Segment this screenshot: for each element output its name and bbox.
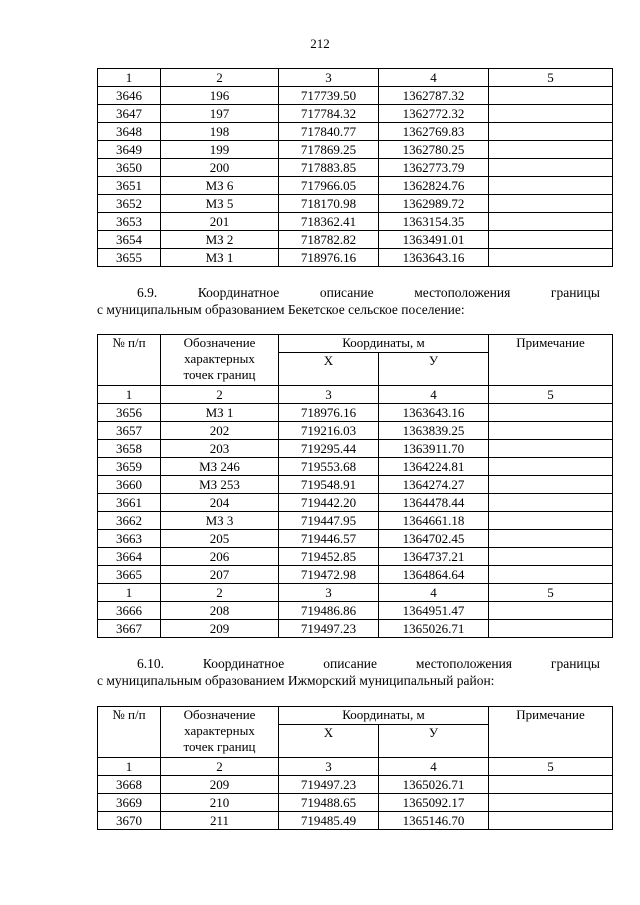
table-cell: 1365092.17 xyxy=(379,794,489,812)
header-designation-line: Обозначение xyxy=(183,707,256,722)
table-cell: 3659 xyxy=(98,458,161,476)
table-cell: 3665 xyxy=(98,566,161,584)
header-designation xyxy=(161,335,279,386)
table-cell: 3670 xyxy=(98,812,161,830)
table-cell: 717883.85 xyxy=(279,159,379,177)
column-number-cell: 5 xyxy=(489,386,613,404)
table-cell: 1363491.01 xyxy=(379,231,489,249)
table-cell: 1364661.18 xyxy=(379,512,489,530)
table-cell: 3662 xyxy=(98,512,161,530)
table-cell: 3661 xyxy=(98,494,161,512)
table-cell: 1365026.71 xyxy=(379,620,489,638)
table-cell: 1364274.27 xyxy=(379,476,489,494)
table-cell: 1364224.81 xyxy=(379,458,489,476)
table-cell: 3660 xyxy=(98,476,161,494)
table-cell: 3649 xyxy=(98,141,161,159)
table-cell: 203 xyxy=(161,440,279,458)
header-designation-line: точек границ xyxy=(183,739,256,754)
table-cell: 211 xyxy=(161,812,279,830)
table-cell: 1364702.45 xyxy=(379,530,489,548)
table-cell: 1362769.83 xyxy=(379,123,489,141)
table-cell: 209 xyxy=(161,776,279,794)
table-cell: 3654 xyxy=(98,231,161,249)
table-cell: 198 xyxy=(161,123,279,141)
table-cell: 1363643.16 xyxy=(379,249,489,267)
table-cell: 1365146.70 xyxy=(379,812,489,830)
table-cell: 1362787.32 xyxy=(379,87,489,105)
table-cell: 3658 xyxy=(98,440,161,458)
coordinates-table-izhmorsky xyxy=(97,706,613,830)
table-cell xyxy=(489,620,613,638)
table-cell: 199 xyxy=(161,141,279,159)
coordinates-table-beketskoe xyxy=(97,334,613,638)
table-row xyxy=(98,249,613,267)
table-cell xyxy=(489,440,613,458)
table-cell: 3657 xyxy=(98,422,161,440)
table-cell: 719548.91 xyxy=(279,476,379,494)
section-6-10-heading xyxy=(97,655,600,689)
table-cell: 719446.57 xyxy=(279,530,379,548)
table-cell xyxy=(489,566,613,584)
header-y: У xyxy=(379,725,489,758)
table-cell: 3666 xyxy=(98,602,161,620)
header-y: У xyxy=(379,353,489,386)
table-cell: 207 xyxy=(161,566,279,584)
heading-line-1 xyxy=(97,284,600,301)
table-cell: 1362772.32 xyxy=(379,105,489,123)
table-cell xyxy=(489,512,613,530)
table-cell: 201 xyxy=(161,213,279,231)
header-x: Х xyxy=(279,353,379,386)
column-number-cell: 5 xyxy=(489,584,613,602)
table-cell: 718782.82 xyxy=(279,231,379,249)
table-cell: 717739.50 xyxy=(279,87,379,105)
table-cell xyxy=(489,776,613,794)
table-cell: 1363154.35 xyxy=(379,213,489,231)
table-cell: 719485.49 xyxy=(279,812,379,830)
heading-word: границы xyxy=(550,656,600,671)
header-coords: Координаты, м xyxy=(279,335,489,353)
table-cell: 3655 xyxy=(98,249,161,267)
table-cell: 210 xyxy=(161,794,279,812)
table-cell xyxy=(489,530,613,548)
table-cell: 718976.16 xyxy=(279,404,379,422)
table-cell: 718976.16 xyxy=(279,249,379,267)
table-cell: 3667 xyxy=(98,620,161,638)
page-number: 212 xyxy=(310,36,330,51)
table-row xyxy=(98,812,613,830)
header-designation-line: Обозначение xyxy=(183,335,256,350)
table-cell xyxy=(489,231,613,249)
table-cell: 209 xyxy=(161,620,279,638)
table-cell xyxy=(489,458,613,476)
table-cell: 717869.25 xyxy=(279,141,379,159)
column-number-cell: 4 xyxy=(379,758,489,776)
table-cell: 206 xyxy=(161,548,279,566)
table-cell: 719447.95 xyxy=(279,512,379,530)
table-row xyxy=(98,123,613,141)
table-row xyxy=(98,177,613,195)
table-cell xyxy=(489,494,613,512)
table-row xyxy=(98,776,613,794)
column-number-cell: 4 xyxy=(379,69,489,87)
table-cell xyxy=(489,404,613,422)
table-cell: МЗ 246 xyxy=(161,458,279,476)
table-cell: 3663 xyxy=(98,530,161,548)
heading-word: описание xyxy=(319,285,374,300)
column-number-cell: 5 xyxy=(489,758,613,776)
table-cell: 3648 xyxy=(98,123,161,141)
table-cell: 719472.98 xyxy=(279,566,379,584)
table-row xyxy=(98,195,613,213)
table-cell: 1364737.21 xyxy=(379,548,489,566)
table-cell xyxy=(489,177,613,195)
table-row xyxy=(98,512,613,530)
table-cell: 1365026.71 xyxy=(379,776,489,794)
table-cell: МЗ 3 xyxy=(161,512,279,530)
table-cell xyxy=(489,812,613,830)
table-cell: 1362773.79 xyxy=(379,159,489,177)
column-number-cell: 2 xyxy=(161,758,279,776)
header-designation xyxy=(161,707,279,758)
table-cell: 718362.41 xyxy=(279,213,379,231)
table-cell xyxy=(489,602,613,620)
table-row xyxy=(98,440,613,458)
heading-line-1 xyxy=(97,655,600,672)
table-cell xyxy=(489,476,613,494)
table-cell xyxy=(489,105,613,123)
heading-line-2: с муниципальным образованием Бекетское сельское поселение: xyxy=(97,302,465,317)
table-cell: 196 xyxy=(161,87,279,105)
table-cell: 719486.86 xyxy=(279,602,379,620)
table-row xyxy=(98,213,613,231)
table-cell: 3646 xyxy=(98,87,161,105)
column-number-cell: 3 xyxy=(279,584,379,602)
heading-word: Координатное xyxy=(202,656,285,671)
table-cell: 3650 xyxy=(98,159,161,177)
table-cell: 1364864.64 xyxy=(379,566,489,584)
header-designation-line: характерных xyxy=(184,351,255,366)
header-num: № п/п xyxy=(98,707,161,758)
column-number-cell: 1 xyxy=(98,386,161,404)
column-number-cell: 5 xyxy=(489,69,613,87)
table-cell: 719488.65 xyxy=(279,794,379,812)
section-number: 6.9. xyxy=(137,285,158,300)
header-x: Х xyxy=(279,725,379,758)
header-num: № п/п xyxy=(98,335,161,386)
table-cell xyxy=(489,195,613,213)
table-cell: 718170.98 xyxy=(279,195,379,213)
table-cell: 717784.32 xyxy=(279,105,379,123)
table-row xyxy=(98,530,613,548)
table-cell: 719497.23 xyxy=(279,776,379,794)
table-row xyxy=(98,87,613,105)
table-row xyxy=(98,476,613,494)
column-number-row xyxy=(98,69,613,87)
table-cell: 3656 xyxy=(98,404,161,422)
table-row xyxy=(98,458,613,476)
table-cell: 719497.23 xyxy=(279,620,379,638)
table-row xyxy=(98,231,613,249)
table-row xyxy=(98,602,613,620)
column-number-cell: 4 xyxy=(379,584,489,602)
table-cell: 1362989.72 xyxy=(379,195,489,213)
table-cell xyxy=(489,141,613,159)
table-cell: 1363643.16 xyxy=(379,404,489,422)
header-coords: Координаты, м xyxy=(279,707,489,725)
table-cell: 719553.68 xyxy=(279,458,379,476)
table-cell: 1364951.47 xyxy=(379,602,489,620)
table-cell: 1362824.76 xyxy=(379,177,489,195)
column-number-cell: 3 xyxy=(279,69,379,87)
table-row xyxy=(98,794,613,812)
table-cell: 208 xyxy=(161,602,279,620)
table-cell: 3664 xyxy=(98,548,161,566)
heading-word: границы xyxy=(550,285,600,300)
table-cell: МЗ 6 xyxy=(161,177,279,195)
table-cell: 1362780.25 xyxy=(379,141,489,159)
table-cell: 3651 xyxy=(98,177,161,195)
table-cell xyxy=(489,422,613,440)
heading-word: Координатное xyxy=(197,285,280,300)
column-number-cell: 2 xyxy=(161,69,279,87)
table-cell: 202 xyxy=(161,422,279,440)
table-row xyxy=(98,141,613,159)
column-number-cell: 2 xyxy=(161,584,279,602)
column-number-cell: 1 xyxy=(98,758,161,776)
table-cell: 717840.77 xyxy=(279,123,379,141)
table-row xyxy=(98,566,613,584)
table-cell: МЗ 1 xyxy=(161,249,279,267)
header-note: Примечание xyxy=(489,707,613,758)
heading-word: описание xyxy=(323,656,378,671)
table-row xyxy=(98,422,613,440)
table-cell: 204 xyxy=(161,494,279,512)
table-cell: 719295.44 xyxy=(279,440,379,458)
table-cell: 3647 xyxy=(98,105,161,123)
column-number-cell: 3 xyxy=(279,386,379,404)
table-cell xyxy=(489,87,613,105)
column-number-cell: 1 xyxy=(98,584,161,602)
header-designation-line: характерных xyxy=(184,723,255,738)
table-cell: 205 xyxy=(161,530,279,548)
table-cell: 200 xyxy=(161,159,279,177)
table-cell: МЗ 2 xyxy=(161,231,279,249)
table-row xyxy=(98,404,613,422)
table-cell: 719452.85 xyxy=(279,548,379,566)
column-number-cell: 1 xyxy=(98,69,161,87)
table-cell: МЗ 1 xyxy=(161,404,279,422)
heading-word: местоположения xyxy=(414,285,511,300)
table-cell: 1364478.44 xyxy=(379,494,489,512)
table-cell: 3652 xyxy=(98,195,161,213)
table-cell xyxy=(489,249,613,267)
column-number-row xyxy=(98,386,613,404)
table-cell: 717966.05 xyxy=(279,177,379,195)
column-number-row xyxy=(98,758,613,776)
table-cell xyxy=(489,794,613,812)
column-number-cell: 2 xyxy=(161,386,279,404)
table-cell: 719216.03 xyxy=(279,422,379,440)
coordinates-table-continued xyxy=(97,68,613,267)
table-cell: 197 xyxy=(161,105,279,123)
table-row xyxy=(98,105,613,123)
heading-line-2: с муниципальным образованием Ижморский муниципальный район: xyxy=(97,673,495,688)
table-cell: 3653 xyxy=(98,213,161,231)
table-cell xyxy=(489,123,613,141)
table-row xyxy=(98,620,613,638)
heading-word: местоположения xyxy=(415,656,513,671)
header-designation-line: точек границ xyxy=(183,367,256,382)
table-cell: 1363911.70 xyxy=(379,440,489,458)
column-number-cell: 3 xyxy=(279,758,379,776)
table-row xyxy=(98,548,613,566)
table-cell xyxy=(489,213,613,231)
section-number: 6.10. xyxy=(137,656,164,671)
table-cell: 3669 xyxy=(98,794,161,812)
table-row xyxy=(98,159,613,177)
table-cell: МЗ 253 xyxy=(161,476,279,494)
column-number-cell: 4 xyxy=(379,386,489,404)
table-cell: 1363839.25 xyxy=(379,422,489,440)
table-row xyxy=(98,494,613,512)
table-cell: МЗ 5 xyxy=(161,195,279,213)
table-cell xyxy=(489,548,613,566)
table-cell xyxy=(489,159,613,177)
column-number-row xyxy=(98,584,613,602)
section-6-9-heading xyxy=(97,284,600,318)
header-note: Примечание xyxy=(489,335,613,386)
table-cell: 3668 xyxy=(98,776,161,794)
table-cell: 719442.20 xyxy=(279,494,379,512)
